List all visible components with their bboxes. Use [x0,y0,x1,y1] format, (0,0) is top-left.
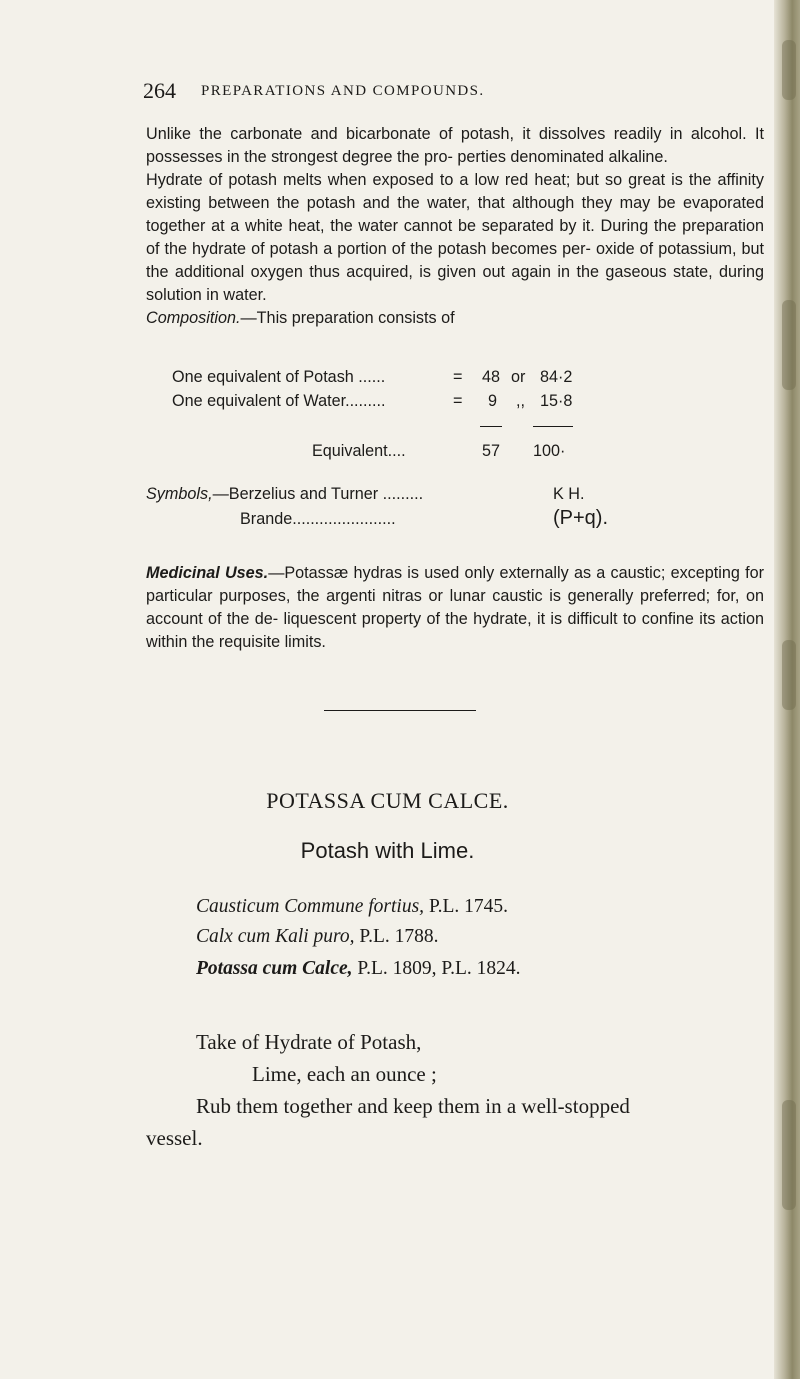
composition-row-value: 48 [482,368,501,386]
synonym-line [196,958,521,980]
symbols-authors: —Berzelius and Turner ......... [212,485,424,503]
paragraph-solubility: Unlike the carbonate and bicarbonate of potash, it dissolves readily in alcohol. It possesses in the strongest degree the pro- perties denominated alkaline. [146,125,764,166]
section-subtitle: Potash with Lime. [300,838,475,863]
composition-row-pct: 15·8 [540,392,573,410]
medicinal-uses-body: —Potassæ hydras is used only externally as a caustic; excepting for particular purposes, the argenti nitras or lunar caustic is generally preferred; for, on account of the de- liquescent property of the hydrate, it is difficult to confine its action within the requisite limits. [146,564,764,651]
composition-row-label: One equivalent of Potash ...... [172,368,386,386]
composition-row-eq: = [453,368,463,386]
paragraph-composition [146,307,764,330]
composition-row-or: or [511,368,526,386]
sum-rule [480,426,502,427]
recipe-line: Rub them together and keep them in a well-stopped [196,1094,630,1118]
composition-total-value: 57 [482,442,501,460]
composition-total-pct: 100· [533,442,566,460]
running-head: PREPARATIONS AND COMPOUNDS. [201,83,485,99]
edge-stain [782,300,796,390]
edge-stain [782,1100,796,1210]
symbol-formula: (P+q). [553,507,609,529]
synonym-ref: P.L. 1788. [359,926,439,947]
composition-row-or: ,, [516,392,525,410]
recipe-line: vessel. [146,1126,203,1150]
edge-stain [782,640,796,710]
composition-row-label: One equivalent of Water......... [172,392,386,410]
section-divider [324,710,476,711]
synonym-line [196,926,439,948]
medicinal-uses-paragraph [146,562,764,654]
paragraph-hydrate: Hydrate of potash melts when exposed to a low red heat; but so great is the affinity existing between the potash and the water, that although they may be evaporated together at a white heat, the water cannot be separated by it. During the preparation of the hydrate of potash a portion of the potash becomes per- oxide of potassium, but the additional oxygen thus acquired, is given out again in the gaseous state, during solution in water. [146,171,764,304]
medicinal-uses-label: Medicinal Uses. [146,564,269,582]
symbols-brande: Brande....................... [240,510,396,528]
page-edge-shadow [774,0,800,1379]
synonym-name: Calx cum Kali puro, [196,926,355,947]
composition-row-value: 9 [488,392,498,410]
symbols-label: Symbols, [146,485,213,503]
composition-row-eq: = [453,392,463,410]
edge-stain [782,40,796,100]
recipe-line: Lime, each an ounce ; [252,1062,437,1086]
composition-row-pct: 84·2 [540,368,573,386]
synonym-name: Potassa cum Calce, [196,958,353,979]
page-number: 264 [143,78,176,103]
composition-intro: —This preparation consists of [240,309,455,327]
composition-label: Composition. [146,309,241,327]
sum-rule [533,426,573,427]
symbols-row [146,485,423,504]
upper-text-block [146,123,764,330]
synonym-ref: P.L. 1809, P.L. 1824. [357,958,521,979]
section-title: POTASSA CUM CALCE. [266,788,509,813]
synonym-ref: P.L. 1745. [428,896,509,917]
composition-total-label: Equivalent.... [312,442,406,460]
synonym-name: Causticum Commune fortius, [196,896,425,917]
medicinal-uses-text [146,562,764,654]
symbol-formula: K H. [553,485,585,503]
recipe-line: Take of Hydrate of Potash, [196,1030,422,1054]
synonym-line [196,896,508,918]
